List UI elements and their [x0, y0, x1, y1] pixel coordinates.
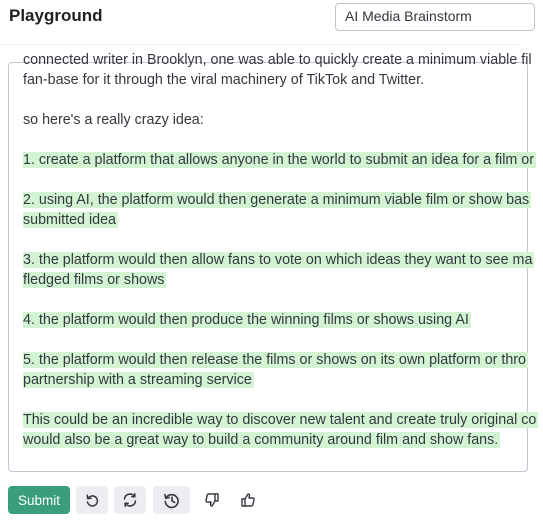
editor-line	[23, 110, 543, 130]
completion-line	[23, 190, 543, 210]
submit-button[interactable]: Submit	[8, 486, 70, 514]
completion-line	[23, 270, 543, 290]
undo-button[interactable]	[76, 486, 108, 514]
completion-text: fledged films or shows	[23, 272, 165, 288]
thumbs-down-button[interactable]	[198, 486, 226, 514]
completion-line	[23, 370, 543, 390]
editor-line: connected writer in Brooklyn, one was able to quickly create a minimum viable fil	[23, 52, 532, 68]
completion-line	[23, 430, 543, 450]
completion-text: 4. the platform would then produce the winning films or shows using AI	[23, 312, 469, 328]
completion-text: 1. create a platform that allows anyone in the world to submit an idea for a film or	[23, 152, 534, 168]
preset-select[interactable]: AI Media Brainstorm	[335, 3, 535, 31]
completion-line	[23, 210, 543, 230]
action-toolbar	[0, 484, 520, 516]
editor-line	[23, 70, 543, 90]
thumbs-up-button[interactable]	[234, 486, 262, 514]
header-bar	[0, 0, 520, 45]
completion-text: submitted idea	[23, 212, 116, 228]
thumbs-down-icon	[204, 492, 220, 508]
editor-text: fan-base for it through the viral machinery of TikTok and Twitter.	[23, 72, 425, 88]
completion-text: 5. the platform would then release the films or shows on its own platform or thro	[23, 352, 527, 368]
thumbs-up-icon	[240, 492, 256, 508]
history-icon	[163, 492, 180, 509]
editor-content[interactable]	[23, 50, 543, 450]
app-title: Playground	[9, 6, 103, 25]
history-button[interactable]	[153, 486, 190, 514]
undo-icon	[84, 492, 100, 508]
completion-text: would also be a great way to build a community around film and show fans.	[23, 432, 499, 448]
completion-text: 2. using AI, the platform would then generate a minimum viable film or show bas	[23, 192, 530, 208]
completion-line	[23, 350, 543, 370]
regenerate-icon	[122, 492, 138, 508]
completion-text: partnership with a streaming service	[23, 372, 252, 388]
completion-line	[23, 410, 543, 430]
completion-text: 3. the platform would then allow fans to vote on which ideas they want to see ma	[23, 252, 533, 268]
regenerate-button[interactable]	[114, 486, 146, 514]
completion-line	[23, 310, 543, 330]
editor-text: so here's a really crazy idea:	[23, 112, 204, 128]
completion-text: This could be an incredible way to discover new talent and create truly original co	[23, 412, 537, 428]
completion-line	[23, 250, 543, 270]
completion-line	[23, 150, 543, 170]
prompt-editor[interactable]	[8, 52, 537, 472]
